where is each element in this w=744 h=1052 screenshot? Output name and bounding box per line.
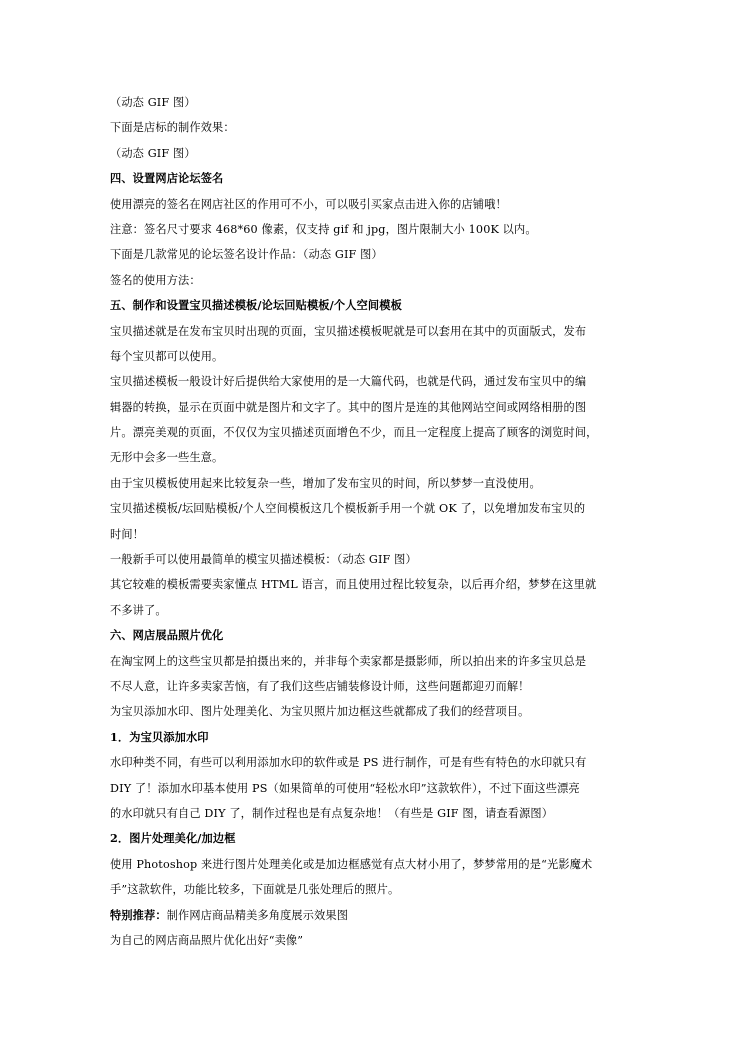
paragraph-line: 每个宝贝都可以使用。 [110, 349, 224, 363]
paragraph-line: 的水印就只有自己 DIY 了，制作过程也是有点复杂地！（有些是 GIF 图，请查看源图） [110, 806, 554, 820]
section-heading: 六、网店展品照片优化 [110, 628, 224, 643]
paragraph-line [110, 903, 640, 928]
paragraph-line: 下面是几款常见的论坛签名设计作品：（动态 GIF 图） [110, 248, 383, 262]
paragraph-line: 手”这款软件，功能比较多，下面就是几张处理后的照片。 [110, 883, 400, 897]
paragraph-line: 使用漂亮的签名在网店社区的作用可不小，可以吸引买家点击进入你的店铺哦！ [110, 197, 507, 211]
paragraph-line: （动态 GIF 图） [110, 146, 196, 160]
paragraph-line: 签名的使用方法： [110, 273, 201, 287]
paragraph-line: 宝贝描述就是在发布宝贝时出现的页面，宝贝描述模板呢就是可以套用在其中的页面版式，发布 [110, 324, 587, 338]
paragraph-line: 在淘宝网上的这些宝贝都是拍摄出来的，并非每个卖家都是摄影师，所以拍出来的许多宝贝总是 [110, 654, 587, 668]
paragraph-line: DIY 了！添加水印基本使用 PS（如果简单的可使用“轻松水印”这款软件），不过下面这些漂亮 [110, 781, 580, 795]
paragraph-line: 不多讲了。 [110, 603, 167, 617]
paragraph-line: 片。漂亮美观的页面，不仅仅为宝贝描述页面增色不少，而且一定程度上提高了顾客的浏览时间， [110, 426, 598, 440]
paragraph-line: 注意：签名尺寸要求 468*60 像素，仅支持 gif 和 jpg，图片限制大小 100K 以内。 [110, 222, 537, 236]
paragraph-line: 宝贝描述模板一般设计好后提供给大家使用的是一大篇代码，也就是代码，通过发布宝贝中的编 [110, 375, 587, 389]
recommend-label: 特别推荐： [110, 907, 167, 922]
paragraph-line: 不尽人意，让许多卖家苦恼，有了我们这些店铺装修设计师，这些问题都迎刃而解！ [110, 679, 530, 693]
section-heading: 2．图片处理美化/加边框 [110, 831, 236, 846]
document-page [110, 90, 640, 953]
paragraph-line: 水印种类不同，有些可以利用添加水印的软件或是 PS 进行制作，可是有些有特色的水印就只有 [110, 756, 587, 770]
section-heading: 四、设置网店论坛签名 [110, 171, 224, 186]
recommend-text: 制作网店商品精美多角度展示效果图 [166, 908, 349, 922]
paragraph-line: 为宝贝添加水印、图片处理美化、为宝贝照片加边框这些就都成了我们的经营项目。 [110, 705, 530, 719]
paragraph-line: 为自己的网店商品照片优化出好“卖像” [110, 933, 304, 947]
paragraph-line: 辑器的转换，显示在页面中就是图片和文字了。其中的图片是连的其他网站空间或网络相册的图 [110, 400, 587, 414]
section-heading: 1．为宝贝添加水印 [110, 729, 209, 744]
section-heading: 五、制作和设置宝贝描述模板/论坛回贴模板/个人空间模板 [110, 298, 402, 313]
paragraph-line: 时间！ [110, 527, 145, 541]
paragraph-line: 一般新手可以使用最简单的模宝贝描述模板：（动态 GIF 图） [110, 553, 417, 567]
paragraph-line: （动态 GIF 图） [110, 96, 196, 109]
paragraph-line: 使用 Photoshop 来进行图片处理美化或是加边框感觉有点大材小用了，梦梦常用的是“光影魔术 [110, 857, 593, 871]
paragraph-line: 由于宝贝模板使用起来比较复杂一些，增加了发布宝贝的时间，所以梦梦一直没使用。 [110, 476, 541, 490]
paragraph-line: 下面是店标的制作效果： [110, 121, 235, 135]
paragraph-line: 宝贝描述模板/坛回贴模板/个人空间模板这几个模板新手用一个就 OK 了，以免增加发布宝贝的 [110, 502, 586, 516]
paragraph-line: 无形中会多一些生意。 [110, 451, 224, 465]
paragraph-line: 其它较难的模板需要卖家懂点 HTML 语言，而且使用过程比较复杂，以后再介绍，梦梦在这里就 [110, 578, 597, 592]
